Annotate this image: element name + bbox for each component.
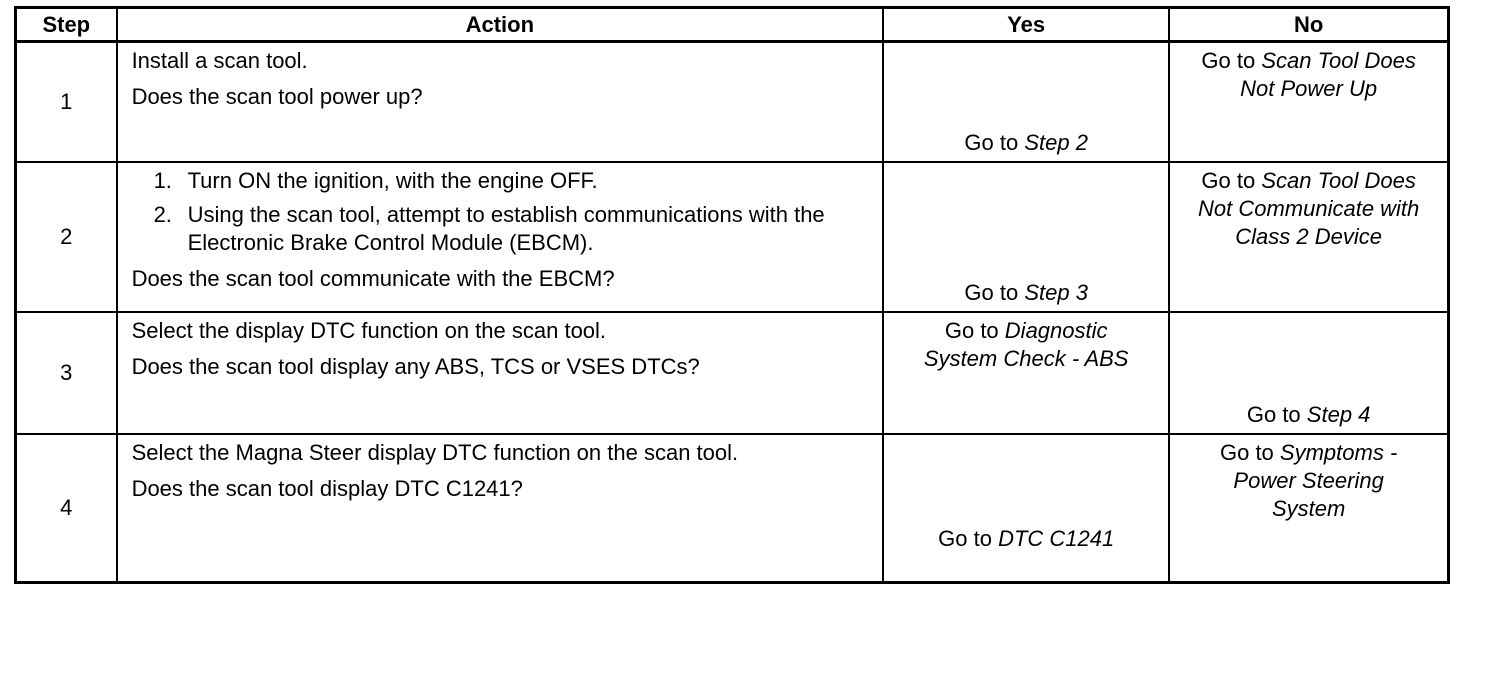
no-cell (1169, 312, 1448, 434)
table-row-step-1 (16, 42, 1449, 163)
action-cell (117, 162, 884, 312)
header-row (16, 8, 1449, 42)
step-number: 2 (16, 162, 117, 312)
action-line: Select the Magna Steer display DTC function on the scan tool. (131, 440, 739, 465)
action-line: Install a scan tool. (131, 48, 308, 73)
no-link: Go to Scan Tool Does Not Power Up (1201, 48, 1416, 101)
table-row-step-2 (16, 162, 1449, 312)
yes-link: Go to Diagnostic System Check - ABS (923, 318, 1129, 371)
step-number: 4 (16, 434, 117, 583)
yes-cell (883, 42, 1169, 163)
table-row-step-4 (16, 434, 1449, 583)
diagnostic-table (14, 6, 1450, 584)
action-cell (117, 42, 884, 163)
action-cell (117, 434, 884, 583)
yes-cell (883, 312, 1169, 434)
action-question: Does the scan tool display DTC C1241? (131, 476, 523, 501)
header-yes: Yes (883, 8, 1169, 42)
action-cell (117, 312, 884, 434)
header-step: Step (16, 8, 117, 42)
yes-cell (883, 434, 1169, 583)
action-question: Does the scan tool display any ABS, TCS or VSES DTCs? (131, 354, 700, 379)
step-number: 3 (16, 312, 117, 434)
action-list (132, 167, 869, 257)
header-no: No (1169, 8, 1448, 42)
list-item: 2. Using the scan tool, attempt to establish communications with the Electronic Brake Control Module (EBCM). (153, 202, 825, 255)
yes-link: Go to Step 3 (964, 280, 1088, 305)
no-cell (1169, 434, 1448, 583)
no-link: Go to Symptoms - Power Steering System (1219, 440, 1398, 521)
yes-link: Go to Step 2 (964, 130, 1088, 155)
no-cell (1169, 162, 1448, 312)
step-number: 1 (16, 42, 117, 163)
header-action: Action (117, 8, 884, 42)
list-item: 1. Turn ON the ignition, with the engine OFF. (153, 168, 598, 193)
no-cell (1169, 42, 1448, 163)
action-question: Does the scan tool power up? (131, 84, 423, 109)
yes-cell (883, 162, 1169, 312)
yes-link: Go to DTC C1241 (938, 526, 1115, 551)
action-question: Does the scan tool communicate with the EBCM? (131, 266, 615, 291)
table-row-step-3 (16, 312, 1449, 434)
no-link: Go to Step 4 (1246, 402, 1371, 427)
action-line: Select the display DTC function on the scan tool. (131, 318, 607, 343)
no-link: Go to Scan Tool Does Not Communicate with Class 2 Device (1197, 168, 1420, 249)
